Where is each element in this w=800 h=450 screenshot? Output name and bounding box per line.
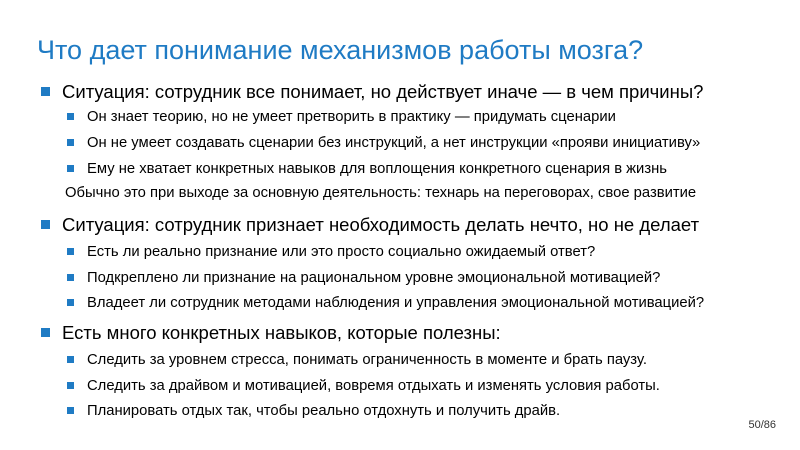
sub-bullet-text: Владеет ли сотрудник методами наблюдения и управления эмоциональной мотивацией?: [87, 295, 705, 311]
sub-bullet: [87, 293, 704, 313]
sub-bullet-text: Ему не хватает конкретных навыков для воплощения конкретного сценария в жизнь: [87, 161, 667, 177]
sub-bullet: [87, 268, 660, 288]
note-text: Обычно это при выходе за основную деятельность: технарь на переговорах, свое развитие: [65, 185, 697, 201]
square-bullet-icon: [67, 139, 74, 146]
square-bullet-icon: [67, 165, 74, 172]
square-bullet-icon: [67, 356, 74, 363]
bullet-heading: [62, 321, 501, 345]
sub-bullet-text: Есть ли реально признание или это просто социально ожидаемый ответ?: [87, 244, 596, 260]
sub-bullet-text: Он не умеет создавать сценарии без инструкций, а нет инструкции «прояви инициативу»: [87, 135, 701, 151]
bullet-heading-text: Есть много конкретных навыков, которые полезны:: [62, 322, 501, 343]
square-bullet-icon: [67, 113, 74, 120]
square-bullet-icon: [67, 274, 74, 281]
square-bullet-icon: [67, 382, 74, 389]
square-bullet-icon: [67, 407, 74, 414]
sub-bullet: [87, 401, 560, 421]
sub-bullet-text: Следить за уровнем стресса, понимать ограниченность в моменте и брать паузу.: [87, 352, 647, 368]
sub-bullet: [87, 159, 667, 179]
square-bullet-icon: [41, 328, 50, 337]
square-bullet-icon: [41, 220, 50, 229]
sub-bullet-text: Он знает теорию, но не умеет претворить в практику — придумать сценарии: [87, 109, 616, 125]
sub-bullet: [87, 107, 616, 127]
bullet-heading-text: Ситуация: сотрудник признает необходимость делать нечто, но не делает: [62, 214, 700, 235]
bullet-heading: [62, 213, 699, 237]
bullet-heading: [62, 80, 703, 104]
square-bullet-icon: [67, 299, 74, 306]
sub-bullet: [87, 242, 595, 262]
slide-title: Что дает понимание механизмов работы мозга?: [37, 35, 644, 65]
sub-bullet: [87, 350, 647, 370]
sub-bullet: [87, 133, 700, 153]
sub-bullet: [87, 376, 660, 396]
sub-bullet-text: Планировать отдых так, чтобы реально отдохнуть и получить драйв.: [87, 403, 561, 419]
page-number: 50/86: [748, 419, 776, 431]
square-bullet-icon: [67, 248, 74, 255]
bullet-heading-text: Ситуация: сотрудник все понимает, но действует иначе — в чем причины?: [62, 81, 704, 102]
sub-bullet-text: Подкреплено ли признание на рациональном уровне эмоциональной мотивацией?: [87, 270, 661, 286]
sub-bullet-text: Следить за драйвом и мотивацией, вовремя отдыхать и изменять условия работы.: [87, 378, 660, 394]
square-bullet-icon: [41, 87, 50, 96]
